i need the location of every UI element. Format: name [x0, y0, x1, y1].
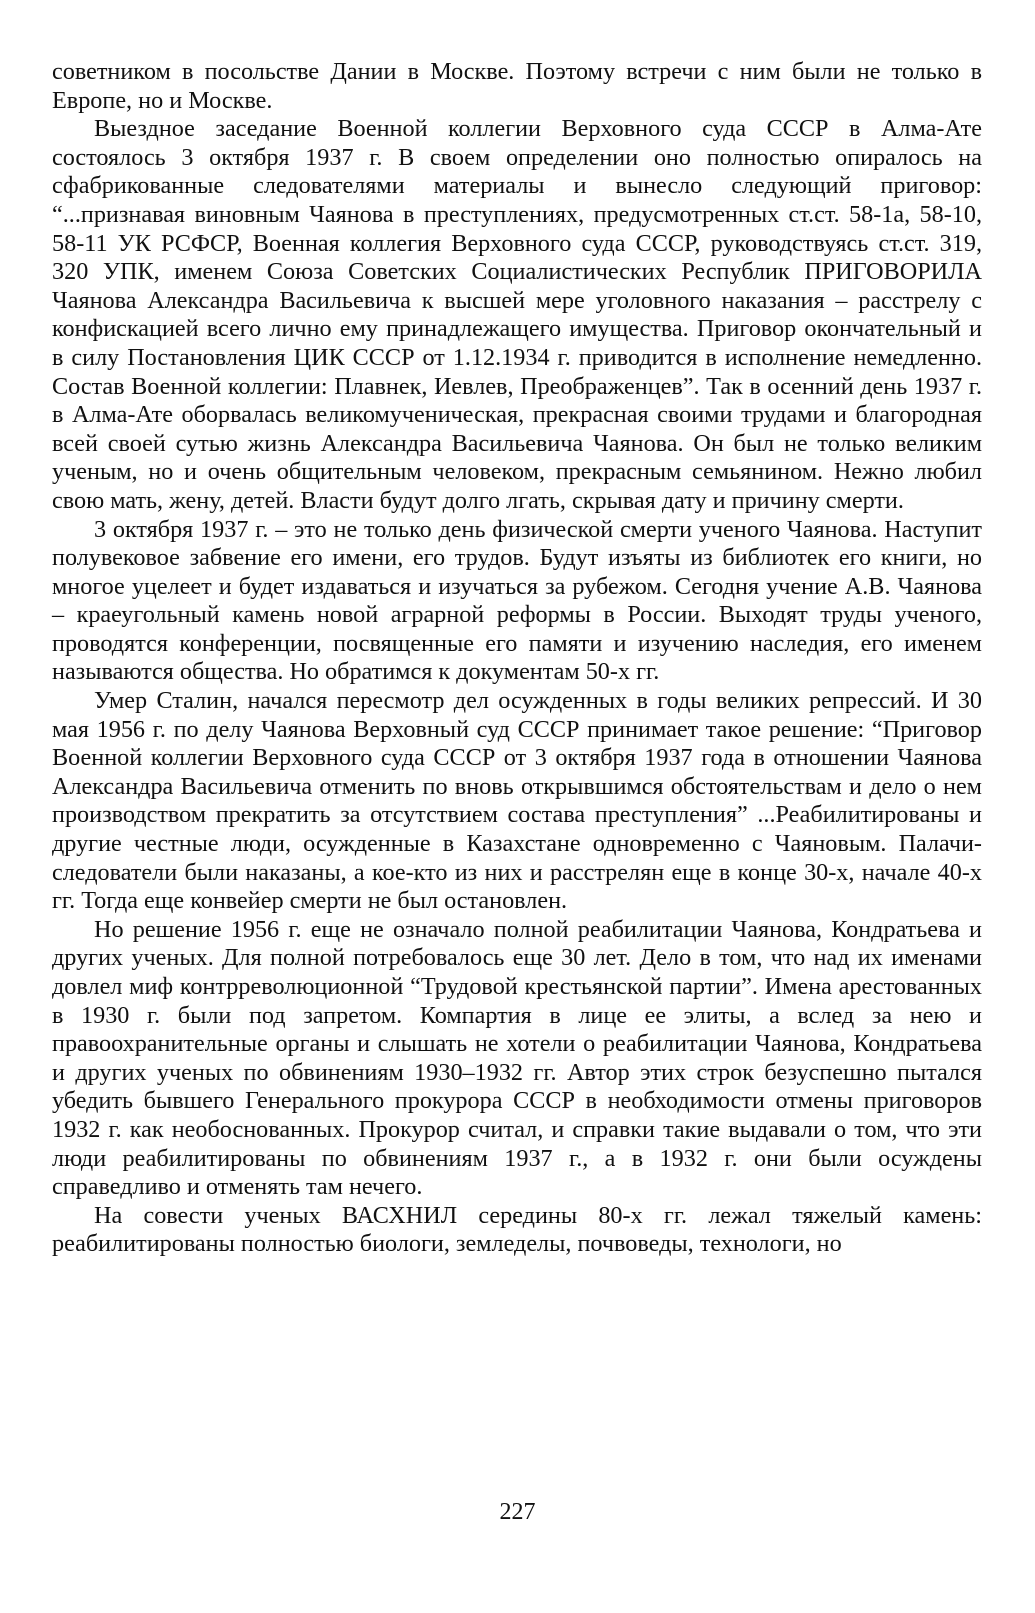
page-body	[52, 58, 982, 1259]
paragraph-continuation: советником в посольстве Дании в Москве. Поэтому встречи с ним были не только в Европе, но и Москве.	[52, 58, 982, 114]
page-number: 227	[499, 1499, 536, 1525]
paragraph-october-3-1937: 3 октября 1937 г. – это не только день физической смерти ученого Чаянова. Наступит полувековое забвение его имени, его трудов. Будут изъяты из библиотек его книги, но многое уцелеет и будет издаваться и изучаться за рубежом. Сегодня учение А.В. Чаянова – краеугольный камень новой аграрной реформы в России. Выходят труды ученого, проводятся конференции, посвященные его памяти и изучению наследия, его именем называются общества. Но обратимся к документам 50-х гг.	[52, 515, 982, 686]
paragraph-vaskhnil: На совести ученых ВАСХНИЛ середины 80-х гг. лежал тяжелый камень: реабилитированы полностью биологи, земледелы, почвоведы, технологи, но	[52, 1201, 982, 1258]
paragraph-full-rehabilitation: Но решение 1956 г. еще не означало полной реабилитации Чаянова, Кондратьева и других ученых. Для полной потребовалось еще 30 лет. Дело в том, что над их именами довлел миф контрреволюционной “Трудовой крестьянской партии”. Имена арестованных в 1930 г. были под запретом. Компартия в лице ее элиты, а вслед за нею и правоохранительные органы и слышать не хотели о реабилитации Чаянова, Кондратьева и других ученых по обвинениям 1930–1932 гг. Автор этих строк безуспешно пытался убедить бывшего Генерального прокурора СССР в необходимости отмены приговоров 1932 г. как необоснованных. Прокурор считал, и справки такие выдавали о том, что эти люди реабилитированы по обвинениям 1937 г., а в 1932 г. они были осуждены справедливо и отменять там нечего.	[52, 915, 982, 1201]
paragraph-1956-review: Умер Сталин, начался пересмотр дел осужденных в годы великих репрессий. И 30 мая 1956 г. по делу Чаянова Верховный суд СССР принимает такое решение: “Приговор Военной коллегии Верховного суда СССР от 3 октября 1937 года в отношении Чаянова Александра Васильевича отменить по вновь открывшимся обстоятельствам и дело о нем производством прекратить за отсутствием состава преступления” ...Реабилитированы и другие честные люди, осужденные в Казахстане одновременно с Чаяновым. Палачи-следователи были наказаны, а кое-кто из них и расстрелян еще в конце 30-х, начале 40-х гг. Тогда еще конвейер смерти не был остановлен.	[52, 687, 982, 915]
paragraph-military-collegium-session: Выездное заседание Военной коллегии Верховного суда СССР в Алма-Ате состоялось 3 октября 1937 г. В своем определении оно полностью опиралось на сфабрикованные следователями материалы и вынесло следующий приговор: “...признавая виновным Чаянова в преступлениях, предусмотренных ст.ст. 58-1а, 58-10, 58-11 УК РСФСР, Военная коллегия Верховного суда СССР, руководствуясь ст.ст. 319, 320 УПК, именем Союза Советских Социалистических Республик ПРИГОВОРИЛА Чаянова Александра Васильевича к высшей мере уголовного наказания – расстрелу с конфискацией всего лично ему принадлежащего имущества. Приговор окончательный и в силу Постановления ЦИК СССР от 1.12.1934 г. приводится в исполнение немедленно. Состав Военной коллегии: Плавнек, Иевлев, Преображенцев”. Так в осенний день 1937 г. в Алма-Ате оборвалась великомученическая, прекрасная своими трудами и благородная всей своей сутью жизнь Александра Васильевича Чаянова. Он был не только великим ученым, но и очень общительным человеком, прекрасным семьянином. Нежно любил свою мать, жену, детей. Власти будут долго лгать, скрывая дату и причину смерти.	[52, 115, 982, 514]
